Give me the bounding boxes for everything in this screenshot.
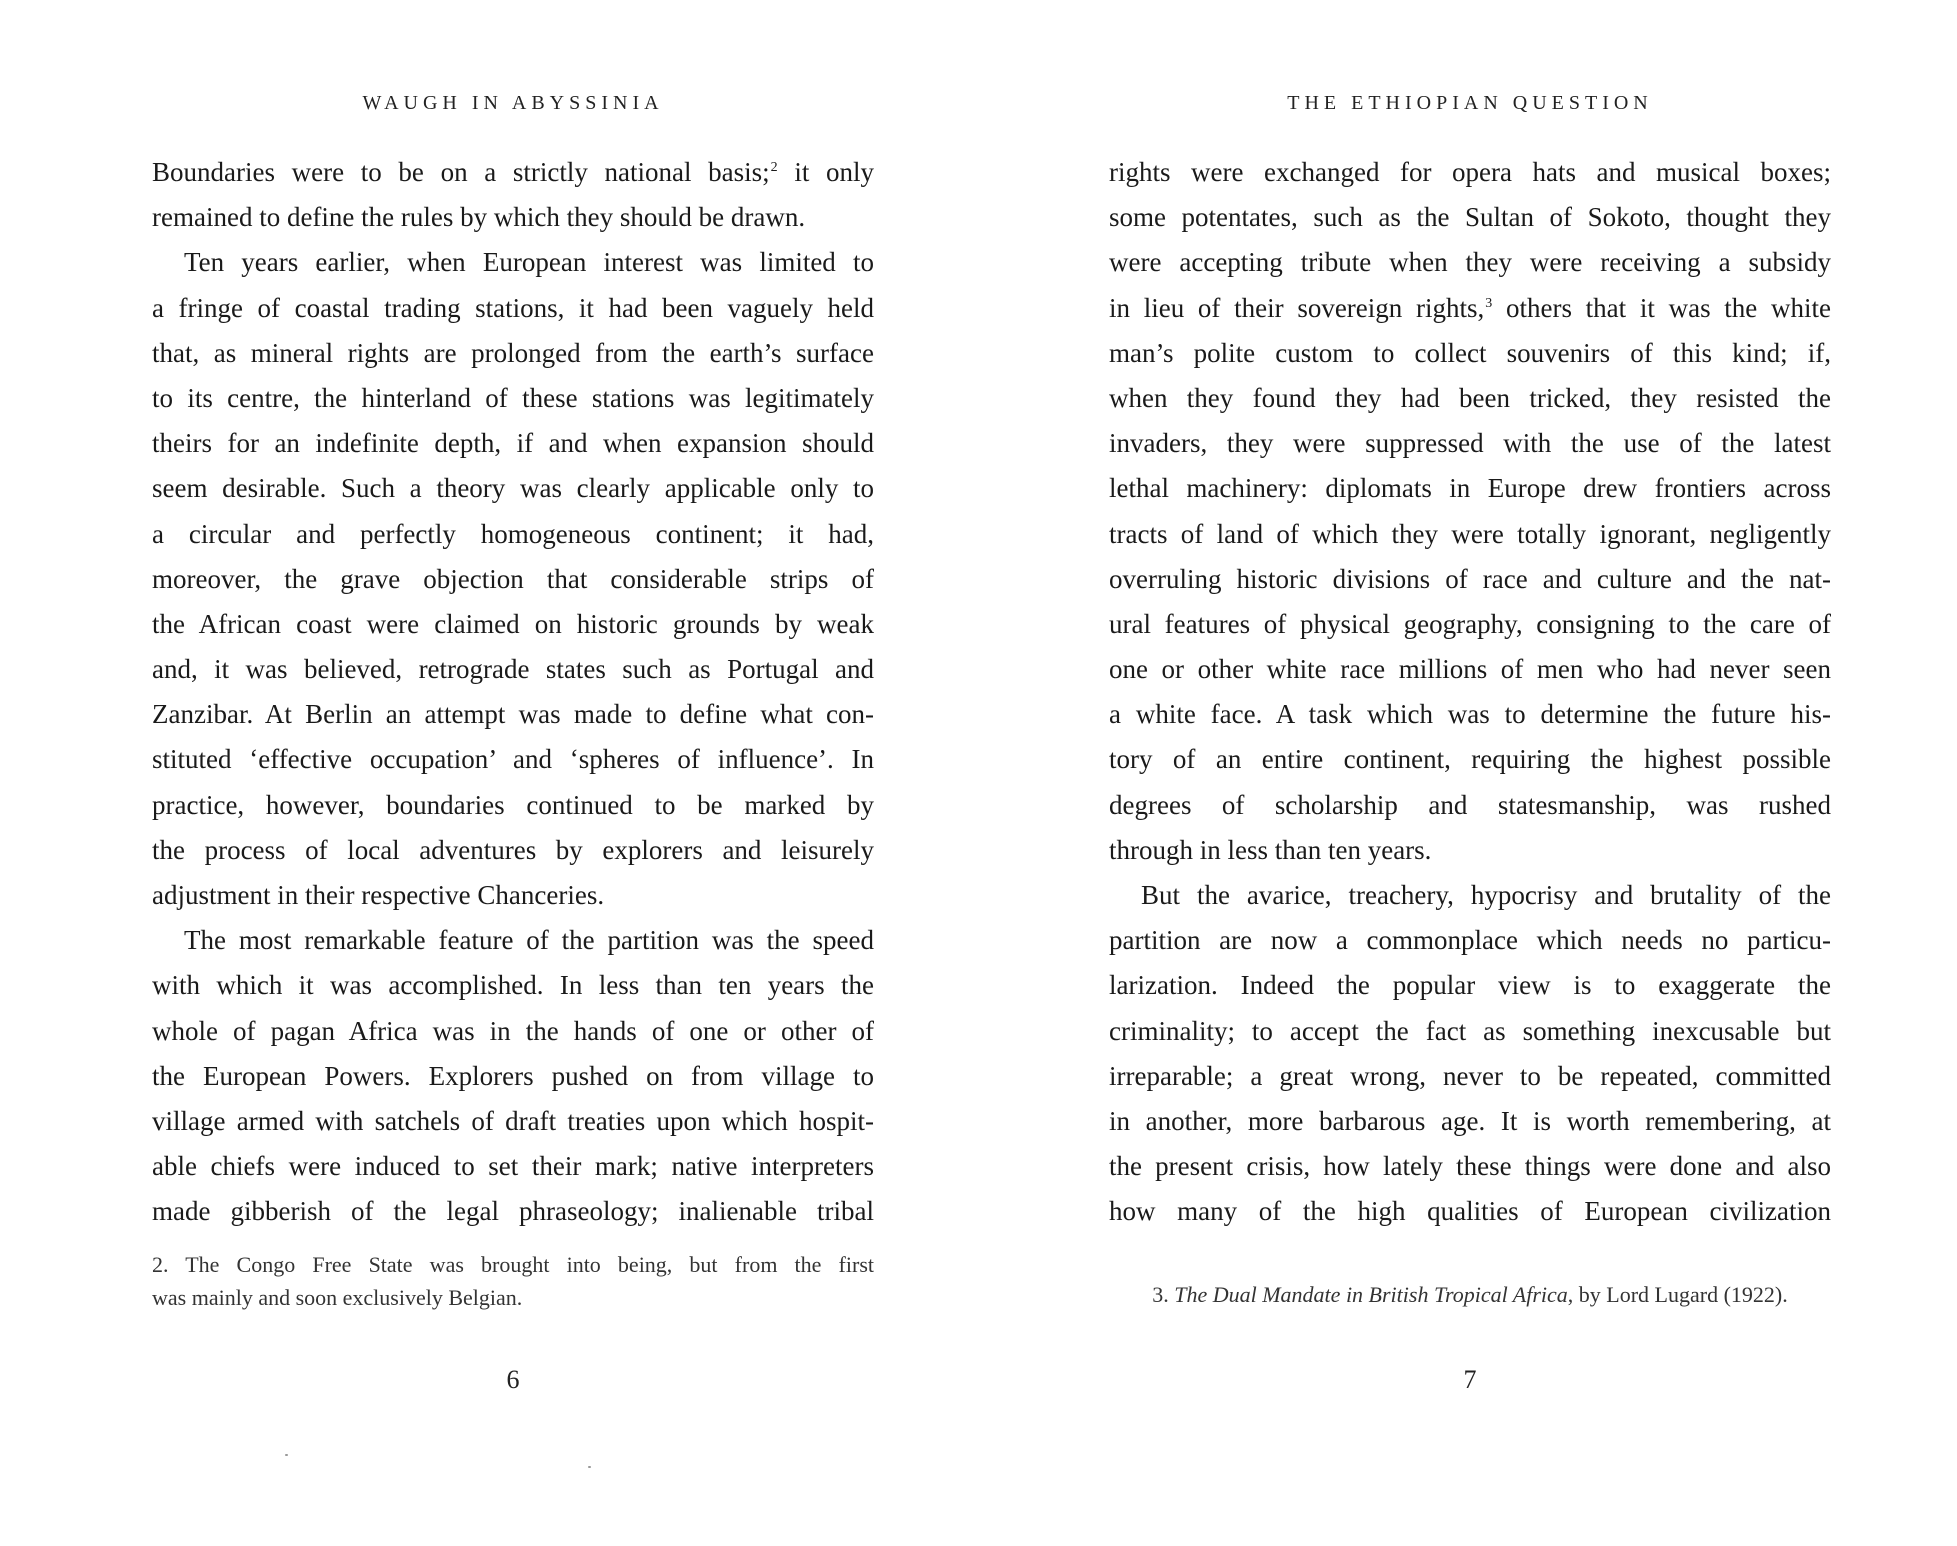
text-line: that, as mineral rights are prolonged from the earth’s surface bbox=[152, 337, 874, 368]
text-line: seem desirable. Such a theory was clearly applicable only to bbox=[152, 473, 874, 504]
text-line: made gibberish of the legal phraseology; inalienable tribal bbox=[152, 1196, 874, 1227]
text-line: stituted ‘effective occupation’ and ‘spheres of influence’. In bbox=[152, 744, 874, 775]
text-line: a circular and perfectly homogeneous continent; it had, bbox=[152, 518, 874, 549]
footnote-ref-2[interactable]: 2 bbox=[770, 160, 778, 175]
text-line: invaders, they were suppressed with the use of the latest bbox=[1109, 428, 1831, 459]
text-line: tory of an entire continent, requiring the highest possible bbox=[1109, 744, 1831, 775]
text-line: remained to define the rules by which they should be drawn. bbox=[152, 202, 806, 233]
text-line: partition are now a commonplace which needs no particu- bbox=[1109, 925, 1831, 956]
text-line: lethal machinery: diplomats in Europe drew frontiers across bbox=[1109, 473, 1831, 504]
text-line: larization. Indeed the popular view is to exaggerate the bbox=[1109, 970, 1831, 1001]
text-line: some potentates, such as the Sultan of Sokoto, thought they bbox=[1109, 202, 1831, 233]
page-number-left: 6 bbox=[506, 1365, 520, 1394]
text-line: the European Powers. Explorers pushed on from village to bbox=[152, 1060, 874, 1091]
text-line: overruling historic divisions of race and culture and the nat- bbox=[1109, 563, 1831, 594]
footnote-2 bbox=[152, 1248, 874, 1314]
running-head-right: THE ETHIOPIAN QUESTION bbox=[1287, 92, 1653, 114]
text-line: The most remarkable feature of the partition was the speed bbox=[184, 925, 874, 956]
text-line: tracts of land of which they were totally ignorant, negligently bbox=[1109, 518, 1831, 549]
body-text-right bbox=[1109, 150, 1831, 1235]
text-line: one or other white race millions of men who had never seen bbox=[1109, 654, 1831, 685]
text-line: degrees of scholarship and statesmanship, was rushed bbox=[1109, 789, 1831, 820]
text-line: the present crisis, how lately these things were done and also bbox=[1109, 1151, 1831, 1182]
text-line: in lieu of their sovereign rights,$^3$ others that it was the white bbox=[1109, 292, 1831, 323]
text-line: adjustment in their respective Chanceries. bbox=[152, 880, 605, 910]
text-line: man’s polite custom to collect souvenirs of this kind; if, bbox=[1109, 337, 1831, 368]
text-line: irreparable; a great wrong, never to be repeated, committed bbox=[1109, 1060, 1831, 1091]
footnote-ref-3[interactable]: 3 bbox=[1485, 295, 1493, 311]
running-head-left: WAUGH IN ABYSSINIA bbox=[362, 92, 664, 114]
text-line: moreover, the grave objection that considerable strips of bbox=[152, 563, 874, 594]
text-line: through in less than ten years. bbox=[1109, 834, 1432, 865]
footnote-line: was mainly and soon exclusively Belgian. bbox=[152, 1285, 523, 1310]
left-page bbox=[152, 0, 874, 1546]
text-line: to its centre, the hinterland of these stations was legitimately bbox=[152, 382, 874, 413]
text-line: rights were exchanged for opera hats and musical boxes; bbox=[1109, 157, 1831, 187]
text-line: village armed with satchels of draft treaties upon which hospit- bbox=[152, 1105, 874, 1136]
text-line: were accepting tribute when they were receiving a subsidy bbox=[1109, 247, 1831, 278]
text-line: criminality; to accept the fact as something inexcusable but bbox=[1109, 1015, 1831, 1046]
text-line: Boundaries were to be on a strictly national basis;$^2$ it only bbox=[152, 157, 874, 187]
right-page bbox=[1109, 0, 1831, 1546]
page-number-right: 7 bbox=[1463, 1365, 1477, 1394]
text-line: Zanzibar. At Berlin an attempt was made to define what con- bbox=[152, 699, 874, 730]
text-line: with which it was accomplished. In less than ten years the bbox=[152, 970, 874, 1001]
text-line: and, it was believed, retrograde states such as Portugal and bbox=[152, 654, 874, 685]
text-line: able chiefs were induced to set their mark; native interpreters bbox=[152, 1151, 874, 1182]
text-line: a white face. A task which was to determine the future his- bbox=[1109, 699, 1831, 730]
footnote-line bbox=[1109, 1278, 1831, 1311]
text-line: when they found they had been tricked, they resisted the bbox=[1109, 382, 1831, 413]
text-line: theirs for an indefinite depth, if and when expansion should bbox=[152, 428, 874, 459]
scan-speck bbox=[588, 1466, 591, 1468]
text-line: in another, more barbarous age. It is worth remembering, at bbox=[1109, 1105, 1831, 1136]
footnote-book-title: The Dual Mandate in British Tropical Africa bbox=[1174, 1282, 1568, 1307]
footnote-number: 3. bbox=[1152, 1282, 1169, 1307]
text-line: practice, however, boundaries continued to be marked by bbox=[152, 789, 874, 820]
text-line: Ten years earlier, when European interest was limited to bbox=[184, 247, 874, 278]
text-line: But the avarice, treachery, hypocrisy and brutality of the bbox=[1141, 880, 1831, 910]
text-line: the African coast were claimed on historic grounds by weak bbox=[152, 608, 874, 639]
text-line: ural features of physical geography, consigning to the care of bbox=[1109, 608, 1831, 639]
scan-speck bbox=[285, 1454, 288, 1456]
text-line: the process of local adventures by explorers and leisurely bbox=[152, 834, 874, 865]
text-line: whole of pagan Africa was in the hands of one or other of bbox=[152, 1015, 874, 1046]
footnote-line: 2. The Congo Free State was brought into being, but from the first bbox=[152, 1252, 874, 1277]
text-line: how many of the high qualities of European civilization bbox=[1109, 1196, 1831, 1227]
text-line: a fringe of coastal trading stations, it had been vaguely held bbox=[152, 292, 874, 323]
footnote-3 bbox=[1109, 1278, 1831, 1311]
footnote-citation: , by Lord Lugard (1922). bbox=[1567, 1282, 1788, 1307]
body-text-left bbox=[152, 150, 874, 1235]
